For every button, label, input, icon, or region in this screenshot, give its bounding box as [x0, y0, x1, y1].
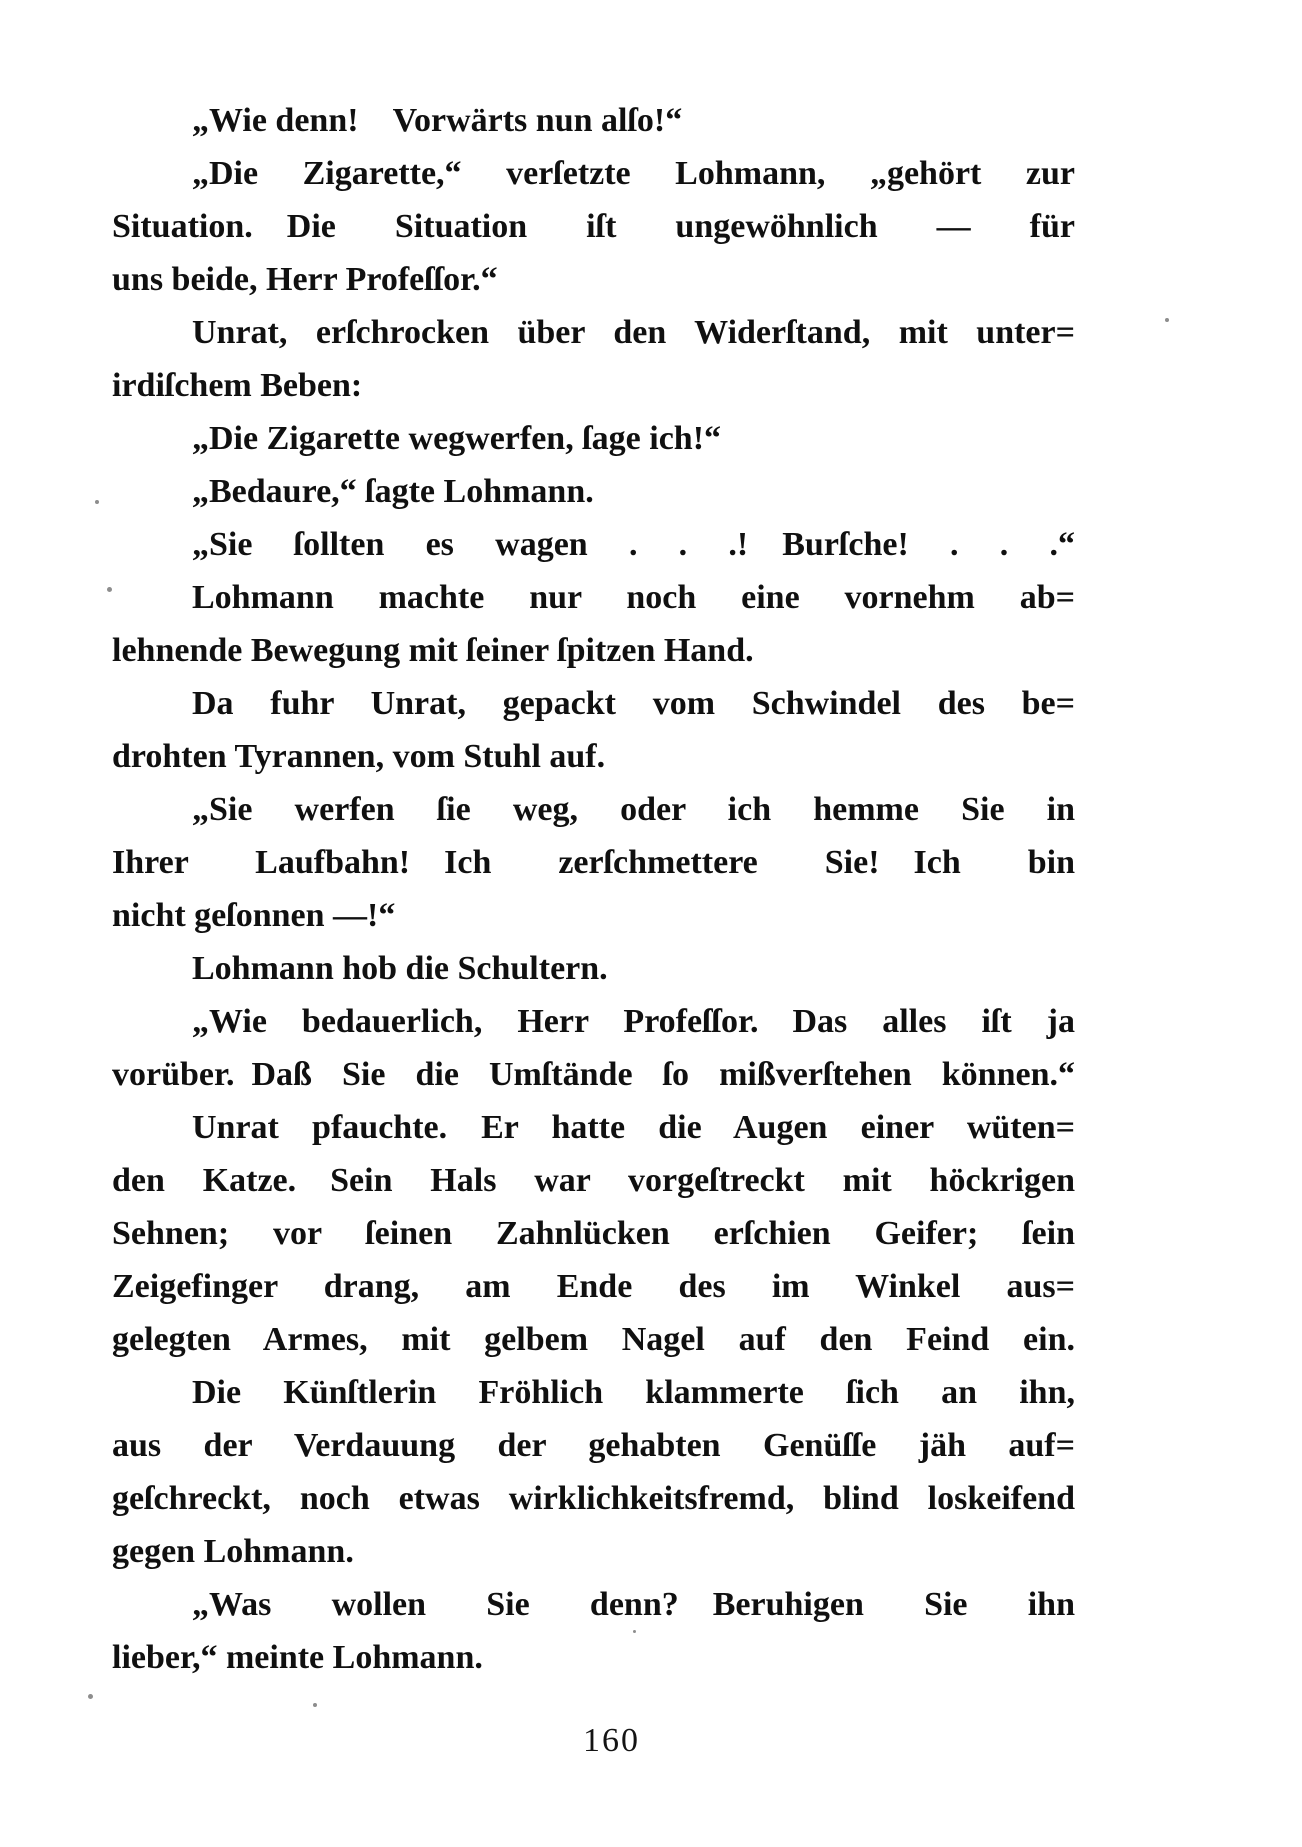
scan-speck	[633, 1630, 636, 1633]
scan-speck	[95, 500, 99, 504]
text-line: drohten Tyrannen, vom Stuhl auf.	[112, 738, 606, 775]
text-line: Zeigefinger drang, am Ende des im Winkel aus=	[112, 1268, 1075, 1305]
text-line: „Die Zigarette wegwerfen, ſage ich!“	[192, 420, 722, 457]
text-line: „Wie denn! Vorwärts nun alſo!“	[192, 102, 683, 139]
text-line: Lohmann machte nur noch eine vornehm ab=	[192, 579, 1075, 616]
scan-speck	[88, 1694, 93, 1699]
text-line: Sehnen; vor ſeinen Zahnlücken erſchien Geifer; ſein	[112, 1215, 1075, 1252]
text-line: Lohmann hob die Schultern.	[192, 950, 608, 987]
page-number: 160	[583, 1722, 640, 1759]
text-line: „Was wollen Sie denn? Beruhigen Sie ihn	[192, 1586, 1075, 1623]
text-line: aus der Verdauung der gehabten Genüſſe jäh auf=	[112, 1427, 1075, 1464]
scan-speck	[107, 587, 112, 592]
text-line: Situation. Die Situation iſt ungewöhnlich — für	[112, 208, 1075, 245]
text-line: „Wie bedauerlich, Herr Profeſſor. Das alles iſt ja	[192, 1003, 1075, 1040]
scan-speck	[1165, 318, 1169, 322]
text-line: uns beide, Herr Profeſſor.“	[112, 261, 498, 298]
text-line: Ihrer Laufbahn! Ich zerſchmettere Sie! Ich bin	[112, 844, 1075, 881]
page-text-block	[112, 94, 1075, 1684]
text-line: Unrat pfauchte. Er hatte die Augen einer wüten=	[192, 1109, 1075, 1146]
text-line: irdiſchem Beben:	[112, 367, 363, 404]
text-line: Unrat, erſchrocken über den Widerſtand, mit unter=	[192, 314, 1075, 351]
text-line: Da fuhr Unrat, gepackt vom Schwindel des be=	[192, 685, 1075, 722]
text-line: „Sie werfen ſie weg, oder ich hemme Sie in	[192, 791, 1075, 828]
text-line: nicht geſonnen —!“	[112, 897, 396, 934]
text-line: Die Künſtlerin Fröhlich klammerte ſich an ihn,	[192, 1374, 1075, 1411]
text-line: den Katze. Sein Hals war vorgeſtreckt mit höckrigen	[112, 1162, 1075, 1199]
text-line: „Die Zigarette,“ verſetzte Lohmann, „gehört zur	[192, 155, 1075, 192]
scan-speck	[313, 1703, 317, 1707]
text-line: vorüber. Daß Sie die Umſtände ſo mißverſtehen können.“	[112, 1056, 1075, 1093]
text-line: geſchreckt, noch etwas wirklichkeitsfremd, blind loskeifend	[112, 1480, 1075, 1517]
text-line: „Bedaure,“ ſagte Lohmann.	[192, 473, 594, 510]
text-line: gelegten Armes, mit gelbem Nagel auf den Feind ein.	[112, 1321, 1075, 1358]
text-line: gegen Lohmann.	[112, 1533, 354, 1570]
text-line: lehnende Bewegung mit ſeiner ſpitzen Hand.	[112, 632, 754, 669]
text-line: lieber,“ meinte Lohmann.	[112, 1639, 483, 1676]
text-line: „Sie ſollten es wagen . . .! Burſche! . . .“	[192, 526, 1075, 563]
